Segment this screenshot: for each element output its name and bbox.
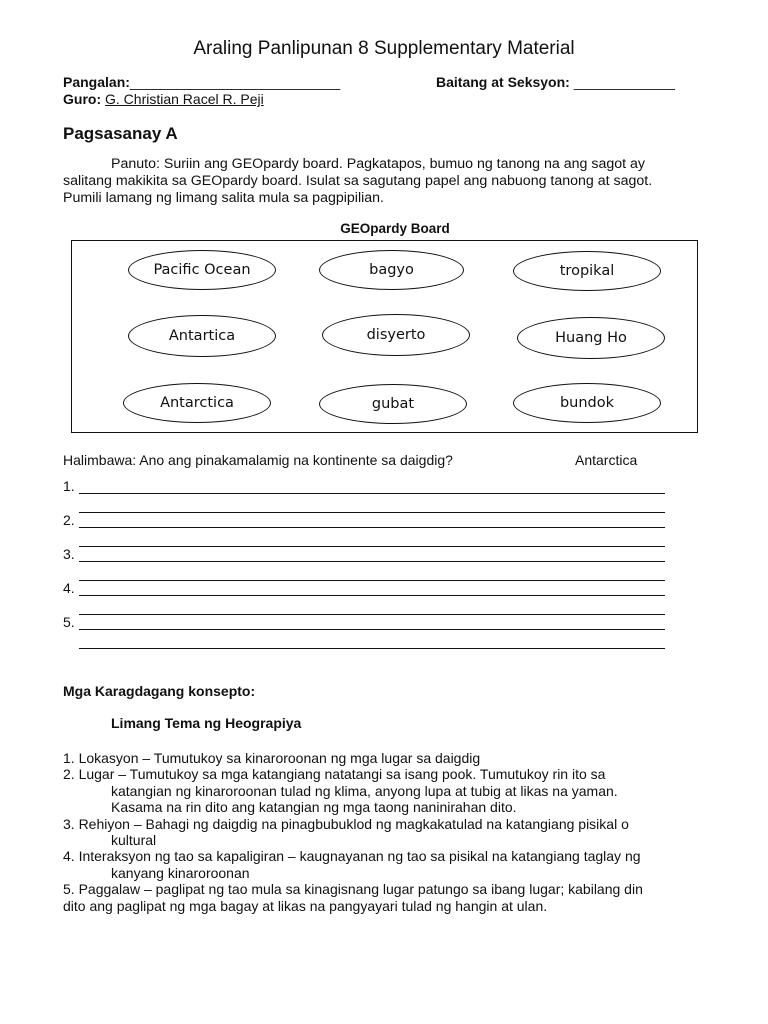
answer-line[interactable] [79,648,665,649]
list-item [63,750,713,766]
board-word: Huang Ho [517,317,665,359]
example-question: Halimbawa: Ano ang pinakamalamig na kontinente sa daigdig? [63,452,453,468]
list-item-text: 4. Interaksyon ng tao sa kapaligiran – kaugnayanan ng tao sa pisikal na katangiang taglay ng [63,848,641,865]
board-word: disyerto [322,314,470,356]
list-item-text: 3. Rehiyon – Bahagi ng daigdig na pinagbubuklod ng magkakatulad na katangiang pisikal o [63,815,629,832]
board-word: bagyo [319,250,464,290]
list-item [63,766,713,815]
list-item [63,881,713,914]
geopardy-board [71,240,698,433]
answer-number: 4. [63,580,75,596]
page-title: Araling Panlipunan 8 Supplementary Material [193,38,575,59]
name-label: Pangalan: [63,74,130,90]
instructions-line-1: Panuto: Suriin ang GEOpardy board. Pagkatapos, bumuo ng tanong na ang sagot ay [111,156,645,172]
exercise-heading: Pagsasanay A [63,124,178,143]
answer-number: 3. [63,546,75,562]
list-item-text: 1. Lokasyon – Tumutukoy sa kinaroroonan ng mga lugar sa daigdig [63,750,481,766]
teacher-name: G. Christian Racel R. Peji [105,91,264,107]
name-field[interactable] [63,74,340,90]
answer-line[interactable] [79,595,665,596]
board-word: tropikal [513,251,661,291]
list-item-continuation: Kasama na rin dito ang katangian ng mga taong naninirahan dito. [111,799,517,816]
list-item-text: 2. Lugar – Tumutukoy sa mga katangiang natatangi sa isang pook. Tumutukoy rin ito sa [63,766,606,783]
instructions-line-2: salitang makikita sa GEOpardy board. Isulat sa sagutang papel ang nabuong tanong at sagot. [63,173,653,189]
list-item-continuation: katangian ng kinaroroonan tulad ng klima, anyong lupa at tubig at likas na yaman. [111,782,618,799]
list-item-continuation: kultural [111,832,157,849]
grade-section-blank[interactable]: _____________ [569,74,675,90]
answer-number: 5. [63,614,75,630]
name-blank[interactable]: ___________________________ [129,74,341,90]
answer-line[interactable] [79,546,665,547]
answer-line[interactable] [79,512,665,513]
answer-line[interactable] [79,614,665,615]
answer-line[interactable] [79,527,665,528]
answer-line[interactable] [79,580,665,581]
answer-number: 1. [63,478,75,494]
concepts-heading: Mga Karagdagang konsepto: [63,683,256,699]
board-word: Antarctica [123,383,271,423]
answer-line[interactable] [79,561,665,562]
grade-section-field[interactable] [436,74,675,90]
board-word: Antartica [128,315,276,357]
list-item-continuation: dito ang paglipat ng mga bagay at likas na pangyayari tulad ng hangin at ulan. [63,897,548,914]
board-word: bundok [513,383,661,423]
themes-subheading: Limang Tema ng Heograpiya [111,715,302,731]
example-answer: Antarctica [575,452,638,468]
answer-line[interactable] [79,629,665,630]
teacher-label: Guro: [63,91,102,107]
list-item [63,816,713,849]
answer-number: 2. [63,512,75,528]
teacher-line [63,91,264,107]
list-item-continuation: kanyang kinaroroonan [111,864,250,881]
answer-line[interactable] [79,493,665,494]
themes-list [63,750,713,914]
grade-section-label: Baitang at Seksyon: [436,74,570,90]
list-item [63,848,713,881]
list-item-text: 5. Paggalaw – paglipat ng tao mula sa kinagisnang lugar patungo sa ibang lugar; kabilang din [63,881,643,898]
board-word: gubat [319,384,467,424]
board-title: GEOpardy Board [340,221,450,236]
instructions-line-3: Pumili lamang ng limang salita mula sa pagpipilian. [63,190,384,206]
instructions [63,156,723,207]
board-word: Pacific Ocean [128,250,276,290]
